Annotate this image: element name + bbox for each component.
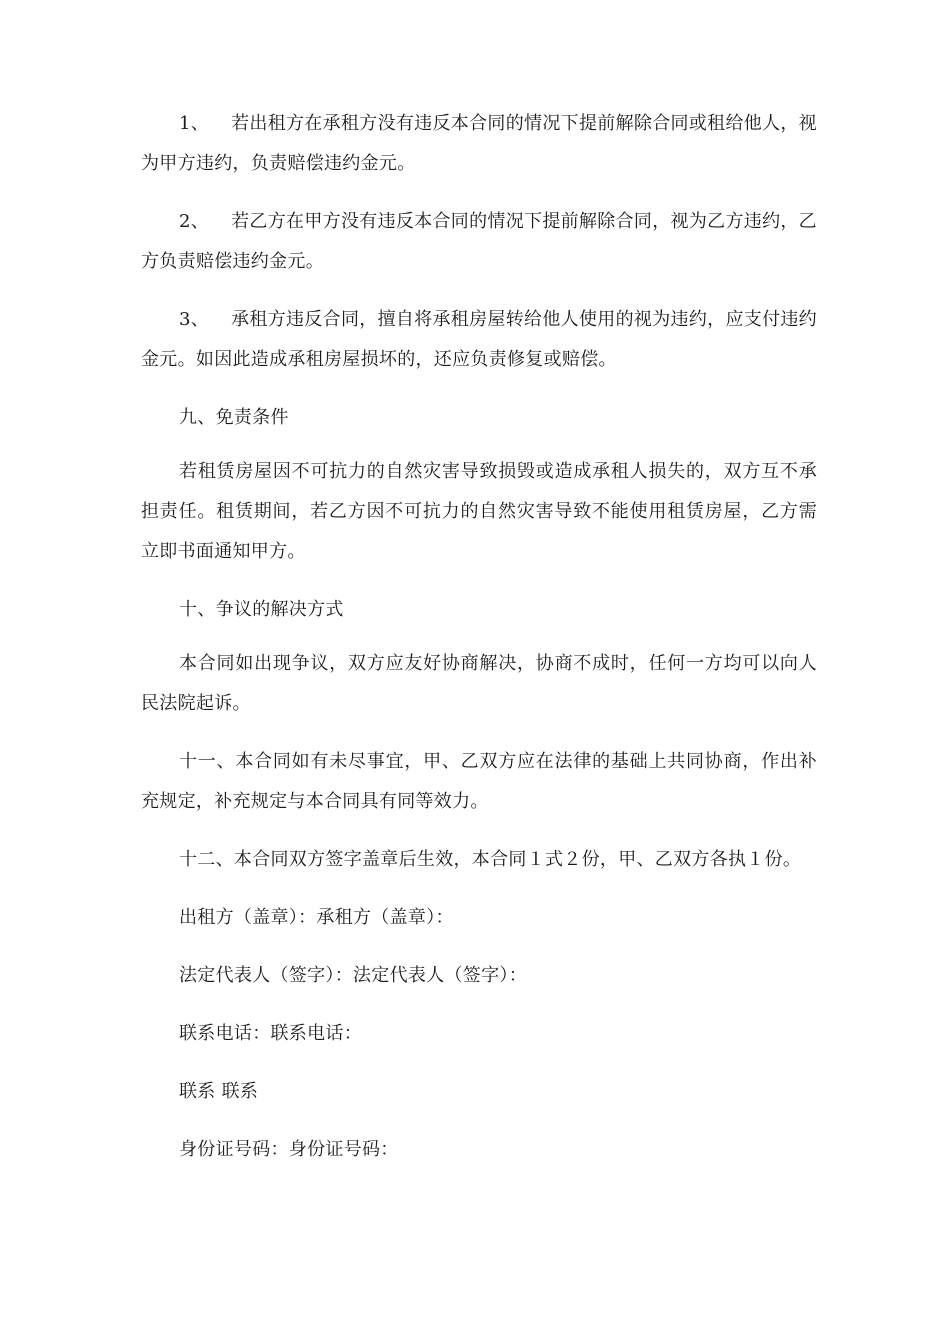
document-body bbox=[141, 104, 817, 1188]
signature-representative-line: 法定代表人（签字）：法定代表人（签字）： bbox=[179, 965, 527, 986]
clause-3-text: 承租方违反合同，擅自将承租房屋转给他人使用的视为违约，应支付违约金元。如因此造成承租房屋损坏的，还应负责修复或赔偿。 bbox=[141, 309, 817, 370]
clause-1 bbox=[141, 104, 817, 184]
clause-3-number: 3、 bbox=[179, 309, 210, 330]
signature-contact-line: 联系 联系 bbox=[179, 1081, 259, 1102]
clause-3 bbox=[141, 300, 817, 380]
clause-1-number: 1、 bbox=[179, 113, 210, 134]
signature-seal-line: 出租方（盖章）：承租方（盖章）： bbox=[179, 907, 454, 928]
section-11: 十一、本合同如有未尽事宜，甲、乙双方应在法律的基础上共同协商，作出补充规定，补充规定与本合同具有同等效力。 bbox=[141, 751, 817, 812]
clause-2 bbox=[141, 202, 817, 282]
section-10-title: 十、争议的解决方式 bbox=[179, 599, 344, 620]
clause-2-text: 若乙方在甲方没有违反本合同的情况下提前解除合同，视为乙方违约，乙方负责赔偿违约金元。 bbox=[141, 211, 817, 272]
signature-phone-line: 联系电话：联系电话： bbox=[179, 1023, 362, 1044]
section-10-body: 本合同如出现争议，双方应友好协商解决，协商不成时，任何一方均可以向人民法院起诉。 bbox=[141, 653, 817, 714]
clause-2-number: 2、 bbox=[179, 211, 210, 232]
section-9-body: 若租赁房屋因不可抗力的自然灾害导致损毁或造成承租人损失的，双方互不承担责任。租赁期间，若乙方因不可抗力的自然灾害导致不能使用租赁房屋，乙方需立即书面通知甲方。 bbox=[141, 461, 817, 562]
section-9-title: 九、免责条件 bbox=[179, 407, 289, 428]
signature-id-line: 身份证号码：身份证号码： bbox=[179, 1139, 399, 1160]
clause-1-text: 若出租方在承租方没有违反本合同的情况下提前解除合同或租给他人，视为甲方违约，负责赔偿违约金元。 bbox=[141, 113, 817, 174]
section-12: 十二、本合同双方签字盖章后生效，本合同１式２份，甲、乙双方各执１份。 bbox=[179, 849, 802, 870]
